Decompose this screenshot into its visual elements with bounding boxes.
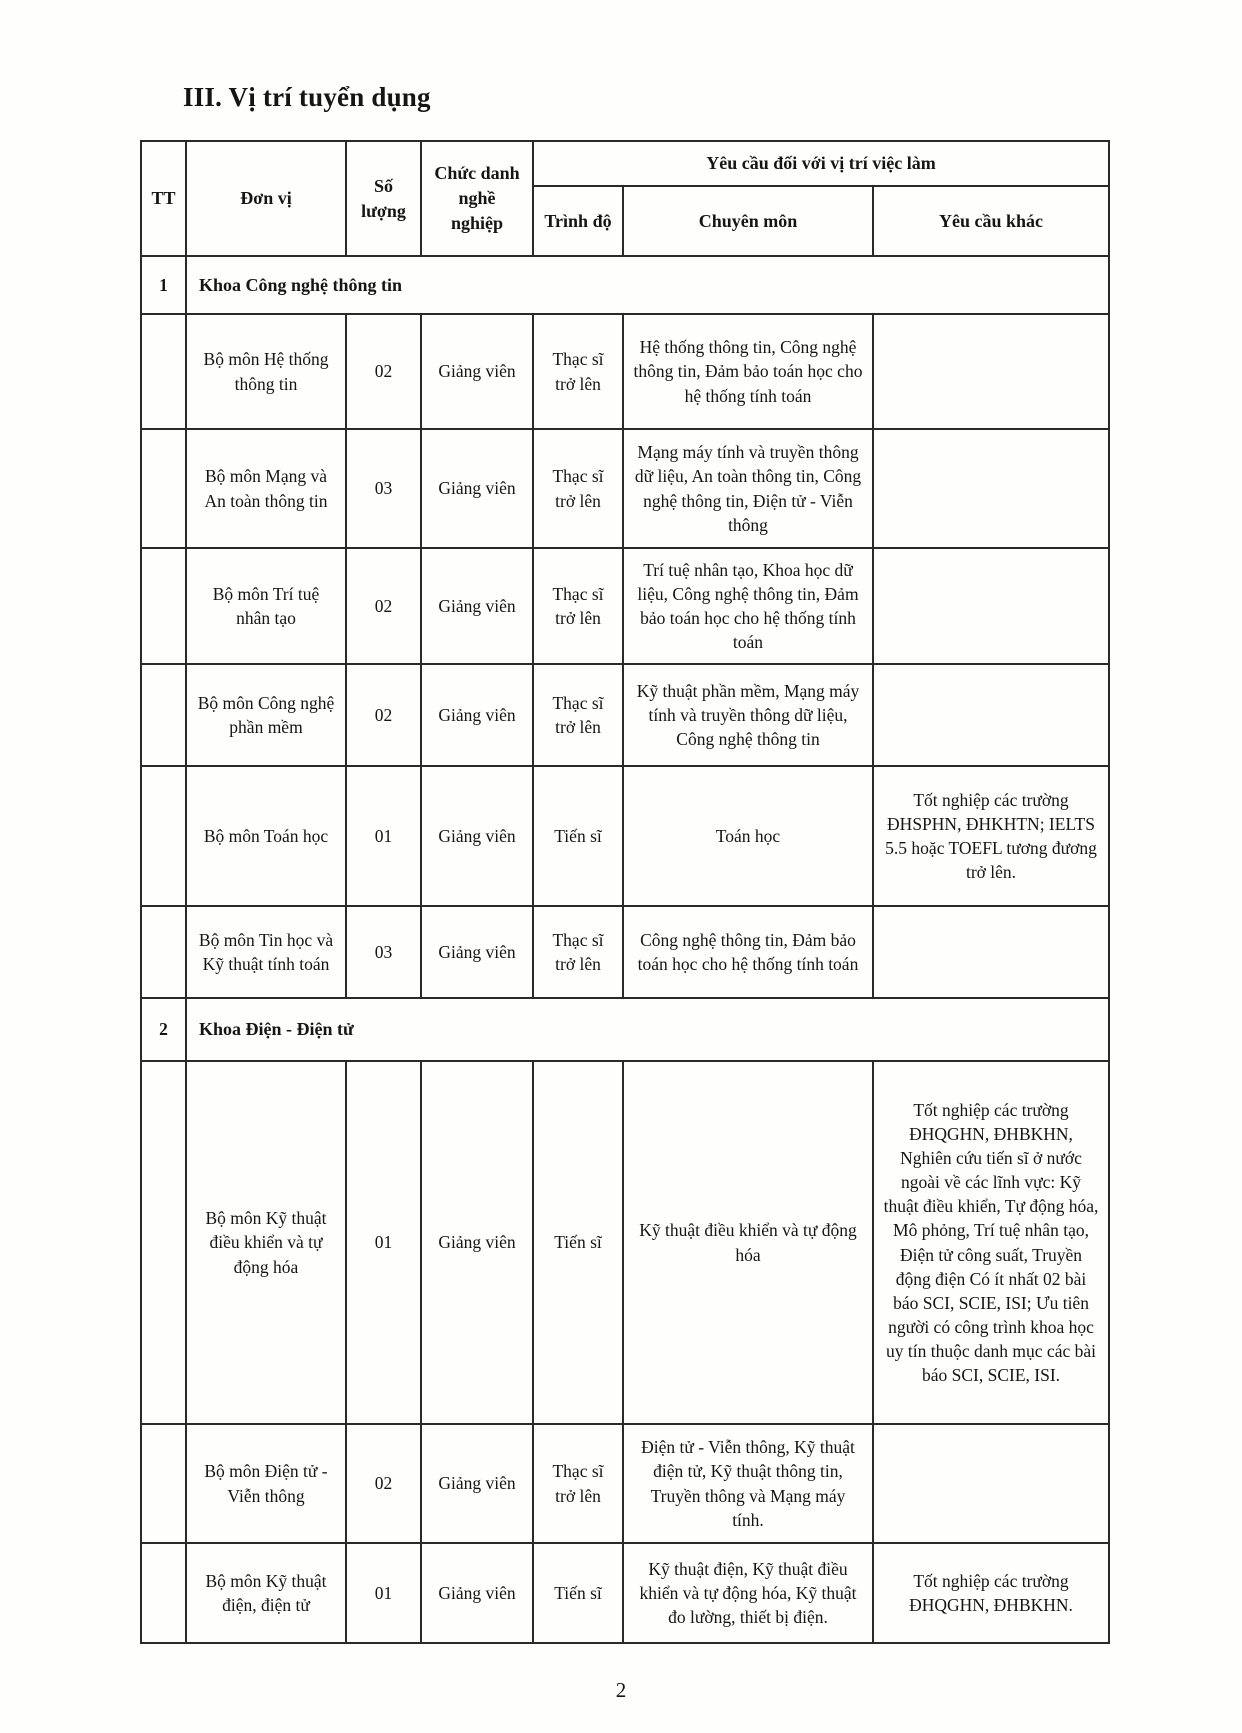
cell-chuc-danh: Giảng viên <box>421 1424 533 1543</box>
cell-yeu-cau-khac: Tốt nghiệp các trường ĐHSPHN, ĐHKHTN; IELTS 5.5 hoặc TOEFL tương đương trở lên. <box>873 766 1109 906</box>
cell-trinh-do: Thạc sĩ trở lên <box>533 906 623 998</box>
cell-yeu-cau-khac: Tốt nghiệp các trường ĐHQGHN, ĐHBKHN, Nghiên cứu tiến sĩ ở nước ngoài về các lĩnh vực: Kỹ thuật điều khiển, Tự động hóa, Mô phỏng, Trí tuệ nhân tạo, Điện tử công suất, Truyền động điện Có ít nhất 02 bài báo SCI, SCIE, ISI; Ưu tiên người có công trình khoa học uy tín thuộc danh mục các bài báo SCI, SCIE, ISI. <box>873 1061 1109 1424</box>
cell-chuc-danh: Giảng viên <box>421 906 533 998</box>
table-row <box>141 906 1109 998</box>
cell-so-luong: 02 <box>346 664 421 766</box>
cell-tt <box>141 766 186 906</box>
cell-chuc-danh: Giảng viên <box>421 314 533 429</box>
cell-yeu-cau-khac <box>873 429 1109 548</box>
table-row <box>141 429 1109 548</box>
cell-don-vi: Bộ môn Kỹ thuật điện, điện tử <box>186 1543 346 1643</box>
table-row <box>141 1543 1109 1643</box>
section-title: III. Vị trí tuyển dụng <box>183 82 431 112</box>
cell-chuyen-mon: Kỹ thuật điều khiển và tự động hóa <box>623 1061 873 1424</box>
table-row <box>141 548 1109 664</box>
header-chuyen-mon: Chuyên môn <box>623 186 873 256</box>
cell-so-luong: 01 <box>346 1061 421 1424</box>
cell-don-vi: Bộ môn Công nghệ phần mềm <box>186 664 346 766</box>
cell-don-vi: Bộ môn Trí tuệ nhân tạo <box>186 548 346 664</box>
cell-so-luong: 02 <box>346 1424 421 1543</box>
cell-chuyen-mon: Trí tuệ nhân tạo, Khoa học dữ liệu, Công nghệ thông tin, Đảm bảo toán học cho hệ thống tính toán <box>623 548 873 664</box>
cell-chuyen-mon: Công nghệ thông tin, Đảm bảo toán học cho hệ thống tính toán <box>623 906 873 998</box>
cell-group-label: Khoa Điện - Điện tử <box>186 998 1109 1061</box>
cell-don-vi: Bộ môn Tin học và Kỹ thuật tính toán <box>186 906 346 998</box>
cell-don-vi: Bộ môn Toán học <box>186 766 346 906</box>
cell-tt <box>141 1061 186 1424</box>
cell-trinh-do: Tiến sĩ <box>533 1061 623 1424</box>
table-body <box>141 256 1109 1643</box>
cell-group-label: Khoa Công nghệ thông tin <box>186 256 1109 314</box>
cell-trinh-do: Tiến sĩ <box>533 766 623 906</box>
cell-trinh-do: Thạc sĩ trở lên <box>533 429 623 548</box>
cell-don-vi: Bộ môn Kỹ thuật điều khiển và tự động hóa <box>186 1061 346 1424</box>
cell-chuyen-mon: Toán học <box>623 766 873 906</box>
cell-so-luong: 02 <box>346 548 421 664</box>
cell-yeu-cau-khac <box>873 314 1109 429</box>
cell-yeu-cau-khac <box>873 1424 1109 1543</box>
cell-don-vi: Bộ môn Hệ thống thông tin <box>186 314 346 429</box>
cell-so-luong: 03 <box>346 429 421 548</box>
cell-tt <box>141 429 186 548</box>
cell-don-vi: Bộ môn Điện tử - Viễn thông <box>186 1424 346 1543</box>
cell-chuyen-mon: Mạng máy tính và truyền thông dữ liệu, An toàn thông tin, Công nghệ thông tin, Điện tử - Viễn thông <box>623 429 873 548</box>
table-row <box>141 1424 1109 1543</box>
group-row <box>141 256 1109 314</box>
cell-tt <box>141 1424 186 1543</box>
header-yeu-cau-group: Yêu cầu đối với vị trí việc làm <box>533 141 1109 186</box>
table-row <box>141 1061 1109 1424</box>
cell-so-luong: 01 <box>346 1543 421 1643</box>
cell-trinh-do: Thạc sĩ trở lên <box>533 664 623 766</box>
cell-tt <box>141 548 186 664</box>
header-tt: TT <box>141 141 186 256</box>
cell-so-luong: 03 <box>346 906 421 998</box>
cell-yeu-cau-khac: Tốt nghiệp các trường ĐHQGHN, ĐHBKHN. <box>873 1543 1109 1643</box>
cell-chuyen-mon: Hệ thống thông tin, Công nghệ thông tin, Đảm bảo toán học cho hệ thống tính toán <box>623 314 873 429</box>
table-header <box>141 141 1109 256</box>
cell-chuc-danh: Giảng viên <box>421 1061 533 1424</box>
header-don-vi: Đơn vị <box>186 141 346 256</box>
cell-group-number: 2 <box>141 998 186 1061</box>
cell-trinh-do: Tiến sĩ <box>533 1543 623 1643</box>
header-yeu-cau-khac: Yêu cầu khác <box>873 186 1109 256</box>
cell-chuyen-mon: Kỹ thuật điện, Kỹ thuật điều khiển và tự động hóa, Kỹ thuật đo lường, thiết bị điện. <box>623 1543 873 1643</box>
cell-chuc-danh: Giảng viên <box>421 664 533 766</box>
recruitment-positions-table <box>140 140 1110 1644</box>
cell-trinh-do: Thạc sĩ trở lên <box>533 1424 623 1543</box>
group-row <box>141 998 1109 1061</box>
cell-chuc-danh: Giảng viên <box>421 766 533 906</box>
cell-group-number: 1 <box>141 256 186 314</box>
cell-don-vi: Bộ môn Mạng và An toàn thông tin <box>186 429 346 548</box>
cell-so-luong: 02 <box>346 314 421 429</box>
cell-chuc-danh: Giảng viên <box>421 548 533 664</box>
cell-chuc-danh: Giảng viên <box>421 429 533 548</box>
header-chuc-danh: Chức danh nghề nghiệp <box>421 141 533 256</box>
cell-yeu-cau-khac <box>873 664 1109 766</box>
cell-tt <box>141 314 186 429</box>
cell-yeu-cau-khac <box>873 906 1109 998</box>
cell-chuyen-mon: Kỹ thuật phần mềm, Mạng máy tính và truyền thông dữ liệu, Công nghệ thông tin <box>623 664 873 766</box>
table-row <box>141 766 1109 906</box>
table-row <box>141 664 1109 766</box>
cell-chuyen-mon: Điện tử - Viễn thông, Kỹ thuật điện tử, Kỹ thuật thông tin, Truyền thông và Mạng máy tính. <box>623 1424 873 1543</box>
header-trinh-do: Trình độ <box>533 186 623 256</box>
cell-tt <box>141 906 186 998</box>
header-so-luong: Số lượng <box>346 141 421 256</box>
cell-so-luong: 01 <box>346 766 421 906</box>
table-row <box>141 314 1109 429</box>
cell-trinh-do: Thạc sĩ trở lên <box>533 314 623 429</box>
cell-tt <box>141 664 186 766</box>
page-number: 2 <box>615 1678 627 1702</box>
cell-tt <box>141 1543 186 1643</box>
cell-yeu-cau-khac <box>873 548 1109 664</box>
cell-chuc-danh: Giảng viên <box>421 1543 533 1643</box>
cell-trinh-do: Thạc sĩ trở lên <box>533 548 623 664</box>
